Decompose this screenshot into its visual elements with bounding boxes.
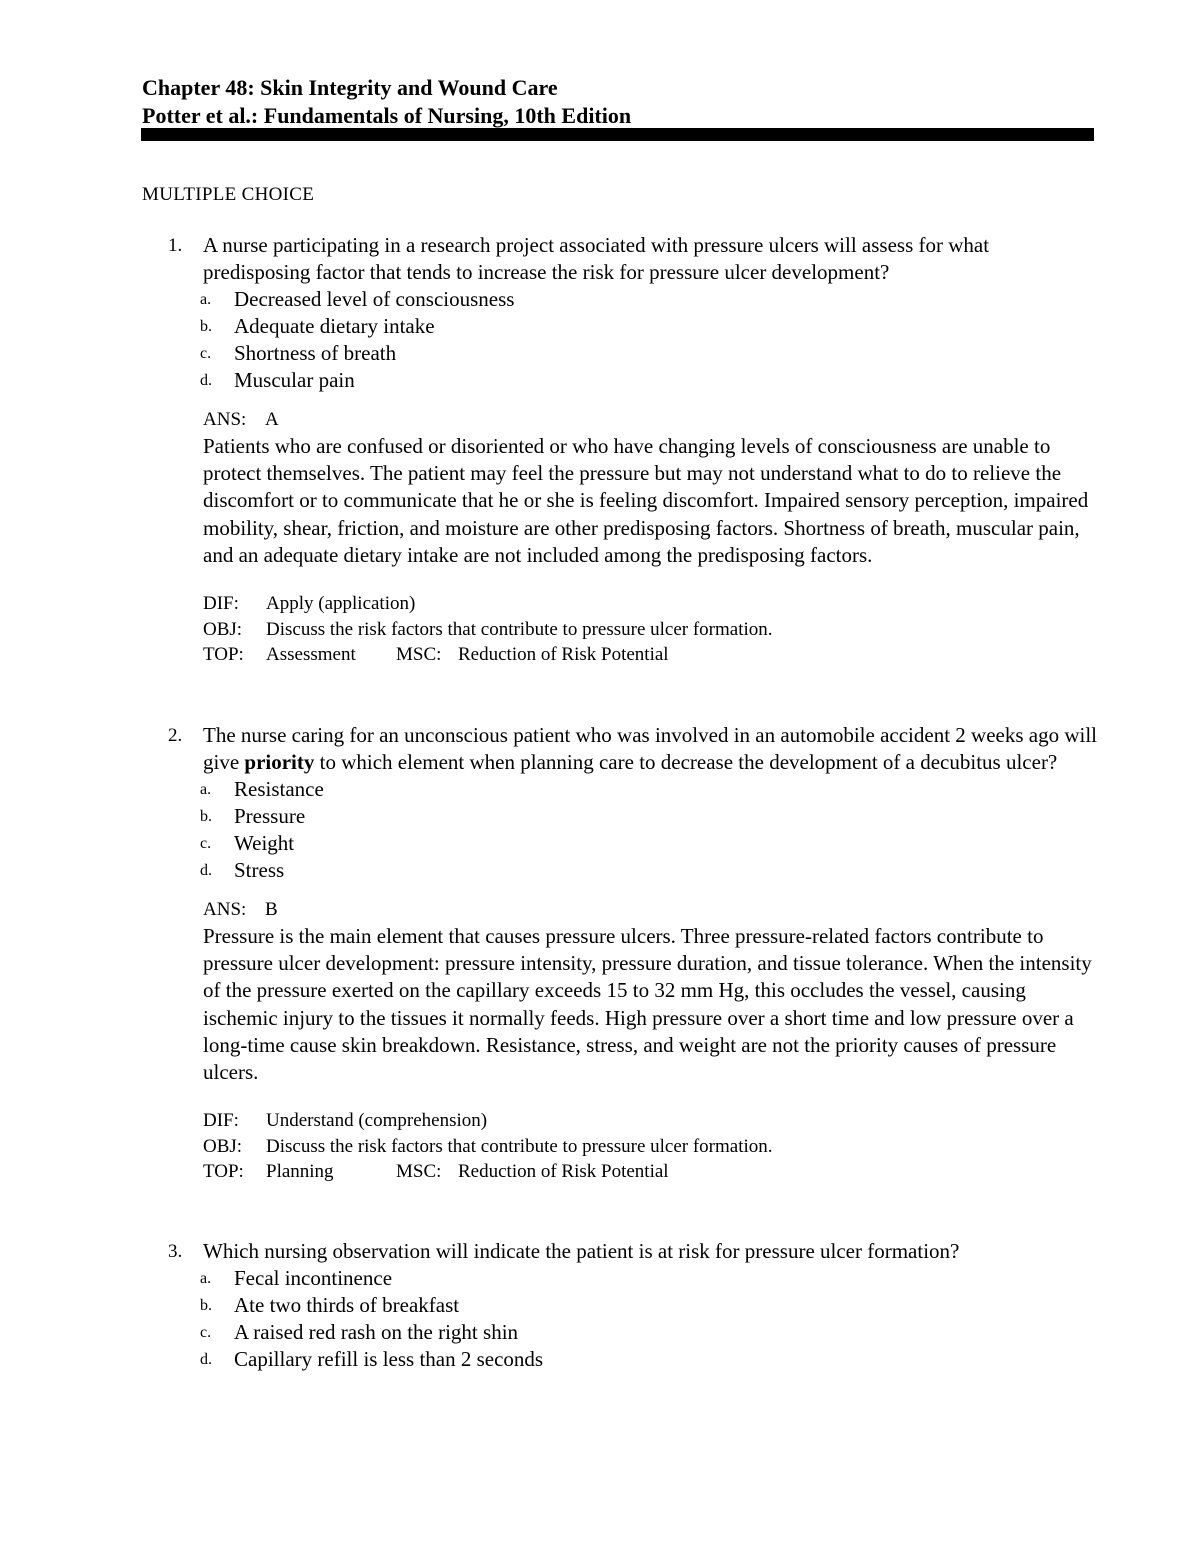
question-stem [203,722,1098,776]
option-a [142,286,1102,313]
top-value: Assessment [266,644,356,666]
option-b [142,803,1102,830]
option-letter: c. [200,1324,212,1341]
option-d [142,367,1102,394]
option-letter: c. [200,835,212,852]
dif-label: DIF: [203,593,239,615]
answer-label: ANS: [203,409,247,430]
option-letter: a. [200,781,212,798]
question-metadata [203,1108,1102,1185]
option-a [142,1265,1102,1292]
obj-value: Discuss the risk factors that contribute to pressure ulcer formation. [266,1135,773,1157]
option-text: Decreased level of consciousness [234,287,515,311]
question-number: 1. [168,235,183,256]
option-letter: a. [200,1270,212,1287]
answer-options [142,1265,1102,1373]
top-row [203,1159,1102,1185]
option-text: Weight [234,831,295,855]
option-c [142,340,1102,367]
option-text: Ate two thirds of breakfast [234,1293,460,1317]
option-text: Pressure [234,804,306,828]
msc-label: MSC: [396,1161,442,1183]
option-text: Adequate dietary intake [234,314,435,338]
option-letter: b. [200,808,212,825]
answer-value: B [265,899,278,920]
option-a [142,776,1102,803]
stem-text: to which element when planning care to decrease the development of a decubitus ulcer? [314,750,1058,774]
option-text: Resistance [234,777,324,801]
chapter-title: Chapter 48: Skin Integrity and Wound Care [142,75,558,100]
top-row [203,642,1102,668]
dif-row [203,1108,1102,1134]
answer-options [142,286,1102,394]
top-label: TOP: [203,644,244,666]
option-d [142,1346,1102,1373]
obj-row [203,617,1102,643]
question-1 [142,232,1102,668]
obj-label: OBJ: [203,1135,243,1157]
question-3 [142,1238,1102,1373]
option-text: A raised red rash on the right shin [234,1320,519,1344]
obj-value: Discuss the risk factors that contribute to pressure ulcer formation. [266,618,773,640]
answer-key [203,897,1102,923]
option-c [142,1319,1102,1346]
option-letter: d. [200,372,212,389]
option-letter: a. [200,291,212,308]
question-stem: Which nursing observation will indicate the patient is at risk for pressure ulcer formation? [203,1239,960,1263]
stem-text: The nurse caring for an unconscious patient who was involved in an automobile accident 2 weeks ago will give [203,723,1097,774]
option-text: Fecal incontinence [234,1266,393,1290]
obj-label: OBJ: [203,618,243,640]
option-b [142,1292,1102,1319]
answer-key [203,407,1102,433]
answer-rationale: Pressure is the main element that causes pressure ulcers. Three pressure-related factors contribute to pressure ulcer development: pressure intensity, pressure duration, and tissue tolerance. When the intensity of the pressure exerted on the capillary exceeds 15 to 32 mm Hg, this occludes the vessel, causing ischemic injury to the tissues it normally feeds. High pressure over a short time and low pressure over a long-time cause skin breakdown. Resistance, stress, and weight are not the priority causes of pressure ulcers. [203,924,1092,1085]
section-heading: MULTIPLE CHOICE [142,184,315,205]
option-text: Stress [234,858,285,882]
option-letter: c. [200,345,212,362]
answer-options [142,776,1102,884]
book-subtitle: Potter et al.: Fundamentals of Nursing, 10th Edition [142,103,632,128]
top-label: TOP: [203,1161,244,1183]
obj-row [203,1134,1102,1160]
top-value: Planning [266,1161,334,1183]
option-text: Shortness of breath [234,341,397,365]
option-text: Capillary refill is less than 2 seconds [234,1347,544,1371]
dif-row [203,591,1102,617]
question-number: 2. [168,725,183,746]
answer-label: ANS: [203,899,247,920]
msc-value: Reduction of Risk Potential [458,644,669,666]
answer-value: A [265,409,279,430]
question-metadata [203,591,1102,668]
stem-emphasis: priority [244,750,315,774]
option-letter: d. [200,862,212,879]
option-b [142,313,1102,340]
option-letter: d. [200,1351,212,1368]
question-number: 3. [168,1241,183,1262]
answer-rationale: Patients who are confused or disoriented or who have changing levels of consciousness are unable to protect themselves. The patient may feel the pressure but may not understand what to do to relieve the discomfort or to communicate that he or she is feeling discomfort. Impaired sensory perception, impaired mobility, shear, friction, and moisture are other predisposing factors. Shortness of breath, muscular pain, and an adequate dietary intake are not included among the predisposing factors. [203,434,1089,567]
dif-value: Understand (comprehension) [266,1110,488,1132]
option-text: Muscular pain [234,368,355,392]
question-2 [142,722,1102,1185]
msc-value: Reduction of Risk Potential [458,1161,669,1183]
dif-value: Apply (application) [266,593,416,615]
header-rule [141,128,1094,141]
option-c [142,830,1102,857]
option-letter: b. [200,318,212,335]
question-stem: A nurse participating in a research project associated with pressure ulcers will assess for what predisposing factor that tends to increase the risk for pressure ulcer development? [203,233,990,284]
msc-label: MSC: [396,644,442,666]
option-letter: b. [200,1297,212,1314]
option-d [142,857,1102,884]
dif-label: DIF: [203,1110,239,1132]
